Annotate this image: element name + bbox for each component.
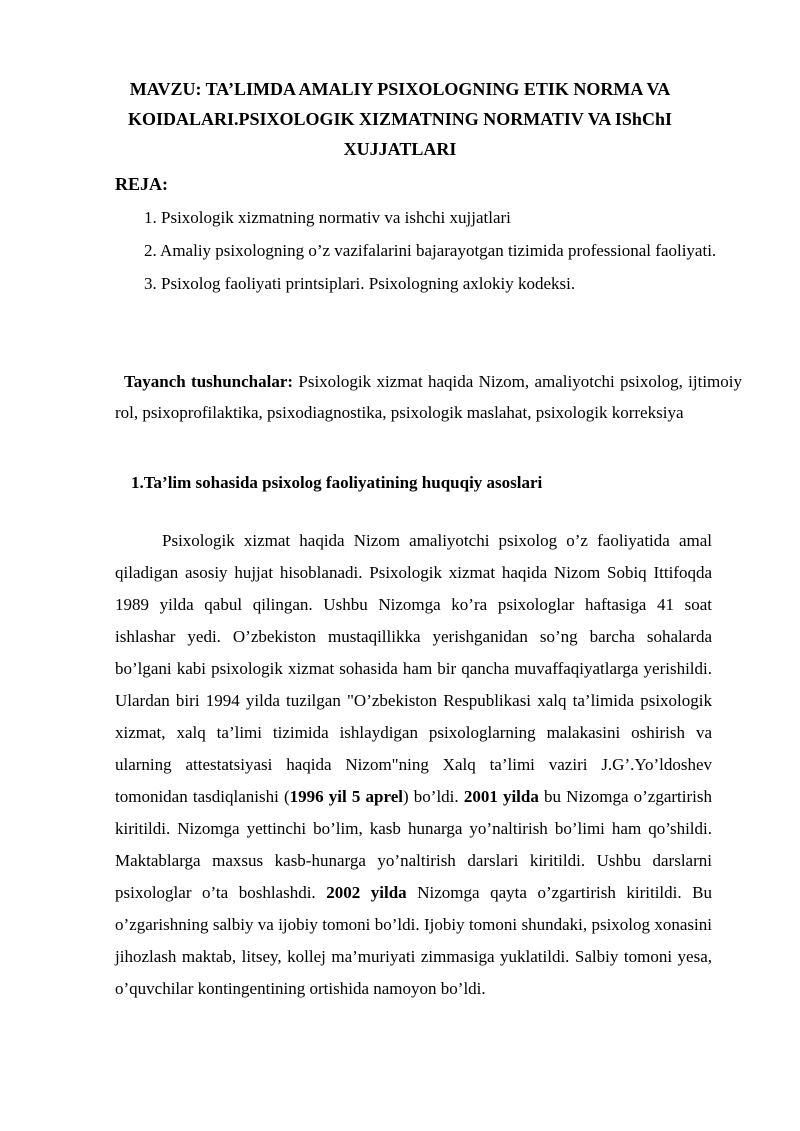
paragraph-text-3: bu Nizomga o’zgartirish kiritildi. Nizomga yettinchi bo’lim, kasb hunarga yo’naltirish bo’limi ham qo’shildi. Maktablarga maxsus kasb-hunarga yo’naltirish darslari kiritildi. Ushbu darslarni psixologlar o’ta boshlashdi. bbox=[115, 787, 712, 902]
key-concepts bbox=[115, 366, 742, 428]
plan-item-3: 3. Psixolog faoliyati printsiplari. Psixologning axlokiy kodeksi. bbox=[144, 274, 576, 293]
plan-item-1: 1. Psixologik xizmatning normativ va ishchi xujjatlari bbox=[144, 208, 511, 227]
plan-heading: REJA: bbox=[115, 174, 168, 194]
paragraph-text-2: ) bo’ldi. bbox=[402, 787, 464, 806]
body-paragraph bbox=[115, 525, 712, 1005]
plan-item-2: 2. Amaliy psixologning o’z vazifalarini bajarayotgan tizimida professional faoliyati. bbox=[144, 241, 717, 260]
key-concepts-text: Psixologik xizmat haqida Nizom, amaliyotchi psixolog, ijtimoiy rol, psixoprofilaktika, psixodiagnostika, psixologik maslahat, psixologik korreksiya bbox=[115, 372, 742, 422]
document-title: MAVZU: TA’LIMDA AMALIY PSIXOLOGNING ETIK NORMA VA KOIDALARI.PSIXOLOGIK XIZMATNING NORMATIV VA IShChI XUJJATLARI bbox=[128, 79, 672, 159]
paragraph-bold-2001: 2001 yilda bbox=[463, 787, 539, 806]
paragraph-text-4: Nizomga qayta o’zgartirish kiritildi. Bu o’zgarishning salbiy va ijobiy tomoni bo’ldi. Ijobiy tomoni shundaki, psixolog xonasini jihozlash maktab, litsey, kollej ma’muriyati zimmasiga yuklatildi. Salbiy tomoni yesa, o’quvchilar kontingentining ortishida namoyon bo’ldi. bbox=[115, 883, 712, 998]
paragraph-bold-2002: 2002 yilda bbox=[326, 883, 407, 902]
plan-list bbox=[144, 203, 742, 302]
paragraph-text-1: Psixologik xizmat haqida Nizom amaliyotchi psixolog o’z faoliyatida amal qiladigan asosiy hujjat hisoblanadi. Psixologik xizmat haqida Nizom Sobiq Ittifoqda 1989 yilda qabul qilingan. Ushbu Nizomga ko’ra psixologlar haftasiga 41 soat ishlashar yedi. O’zbekiston mustaqillikka yerishganidan so’ng barcha sohalarda bo’lgani kabi psixologik xizmat sohasida ham bir qancha muvaffaqiyatlarga yerishildi. Ulardan biri 1994 yilda tuzilgan "O’zbekiston Respublikasi xalq ta’limida psixologik xizmat, xalq ta’limi tizimida ishlaydigan psixologlarning malakasini oshirish va ularning attestatsiyasi haqida Nizom"ning Xalq ta’limi vaziri J.G’.Yo’ldoshev tomonidan tasdiqlanishi ( bbox=[115, 531, 712, 806]
paragraph-bold-date: 1996 yil 5 aprel bbox=[289, 787, 403, 806]
section-heading: 1.Ta’lim sohasida psixolog faoliyatining huquqiy asoslari bbox=[131, 473, 543, 492]
key-concepts-label: Tayanch tushunchalar: bbox=[124, 372, 294, 391]
